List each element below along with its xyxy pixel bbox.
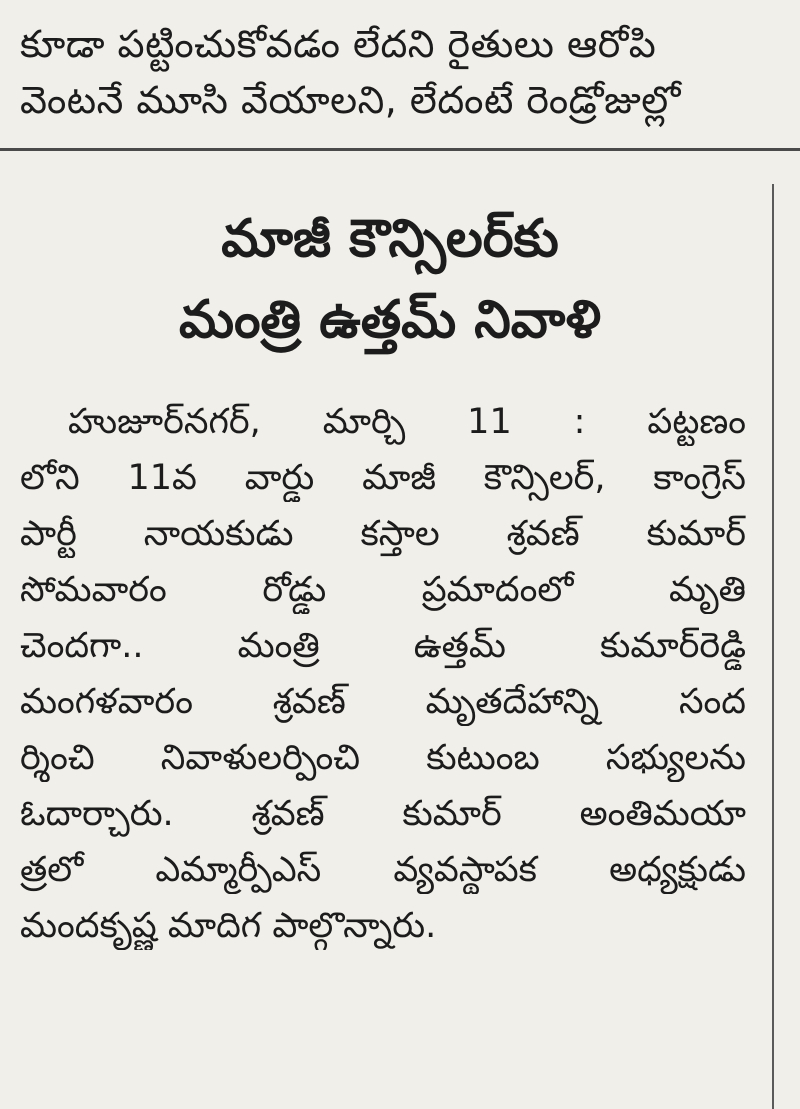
article-body-line: సోమవారం రోడ్డు ప్రమాదంలో మృతి — [20, 570, 746, 610]
article-body-line: ఓదార్చారు. శ్రవణ్ కుమార్ అంతిమయా — [20, 794, 746, 834]
article-body-line: చెందగా.. మంత్రి ఉత్తమ్ కుమార్‌రెడ్డి — [20, 626, 746, 666]
previous-article-line: వెంటనే మూసి వేయాలని, లేదంటే రెండ్రోజుల్లో — [20, 78, 681, 122]
article-body-line: మందకృష్ణ మాదిగ పాల్గొన్నారు. — [20, 906, 437, 946]
previous-article-line: కూడా పట్టించుకోవడం లేదని రైతులు ఆరోపి — [20, 22, 657, 66]
previous-article-fragment — [0, 0, 800, 148]
article-body-line: పార్టీ నాయకుడు కస్తాల శ్రవణ్ కుమార్ — [20, 514, 746, 554]
article-body-line: మంగళవారం శ్రవణ్ మృతదేహాన్ని సంద — [20, 682, 746, 722]
article-headline-line-1: మాజీ కౌన్సిలర్‌కు — [221, 209, 559, 269]
article-body-line: ర్శించి నివాళులర్పించి కుటుంబ సభ్యులను — [20, 738, 746, 778]
news-article — [0, 151, 772, 1109]
column-divider-vertical — [772, 184, 774, 1109]
article-headline-line-2: మంత్రి ఉత్తమ్ నివాళి — [179, 290, 601, 350]
article-body-line: త్రలో ఎమ్మార్పీఎస్ వ్యవస్థాపక అధ్యక్షుడు — [20, 850, 746, 890]
article-body-line: లోని 11వ వార్డు మాజీ కౌన్సిలర్, కాంగ్రెస్ — [20, 458, 746, 498]
article-body-line: హుజూర్‌నగర్, మార్చి 11 : పట్టణం — [68, 402, 746, 442]
